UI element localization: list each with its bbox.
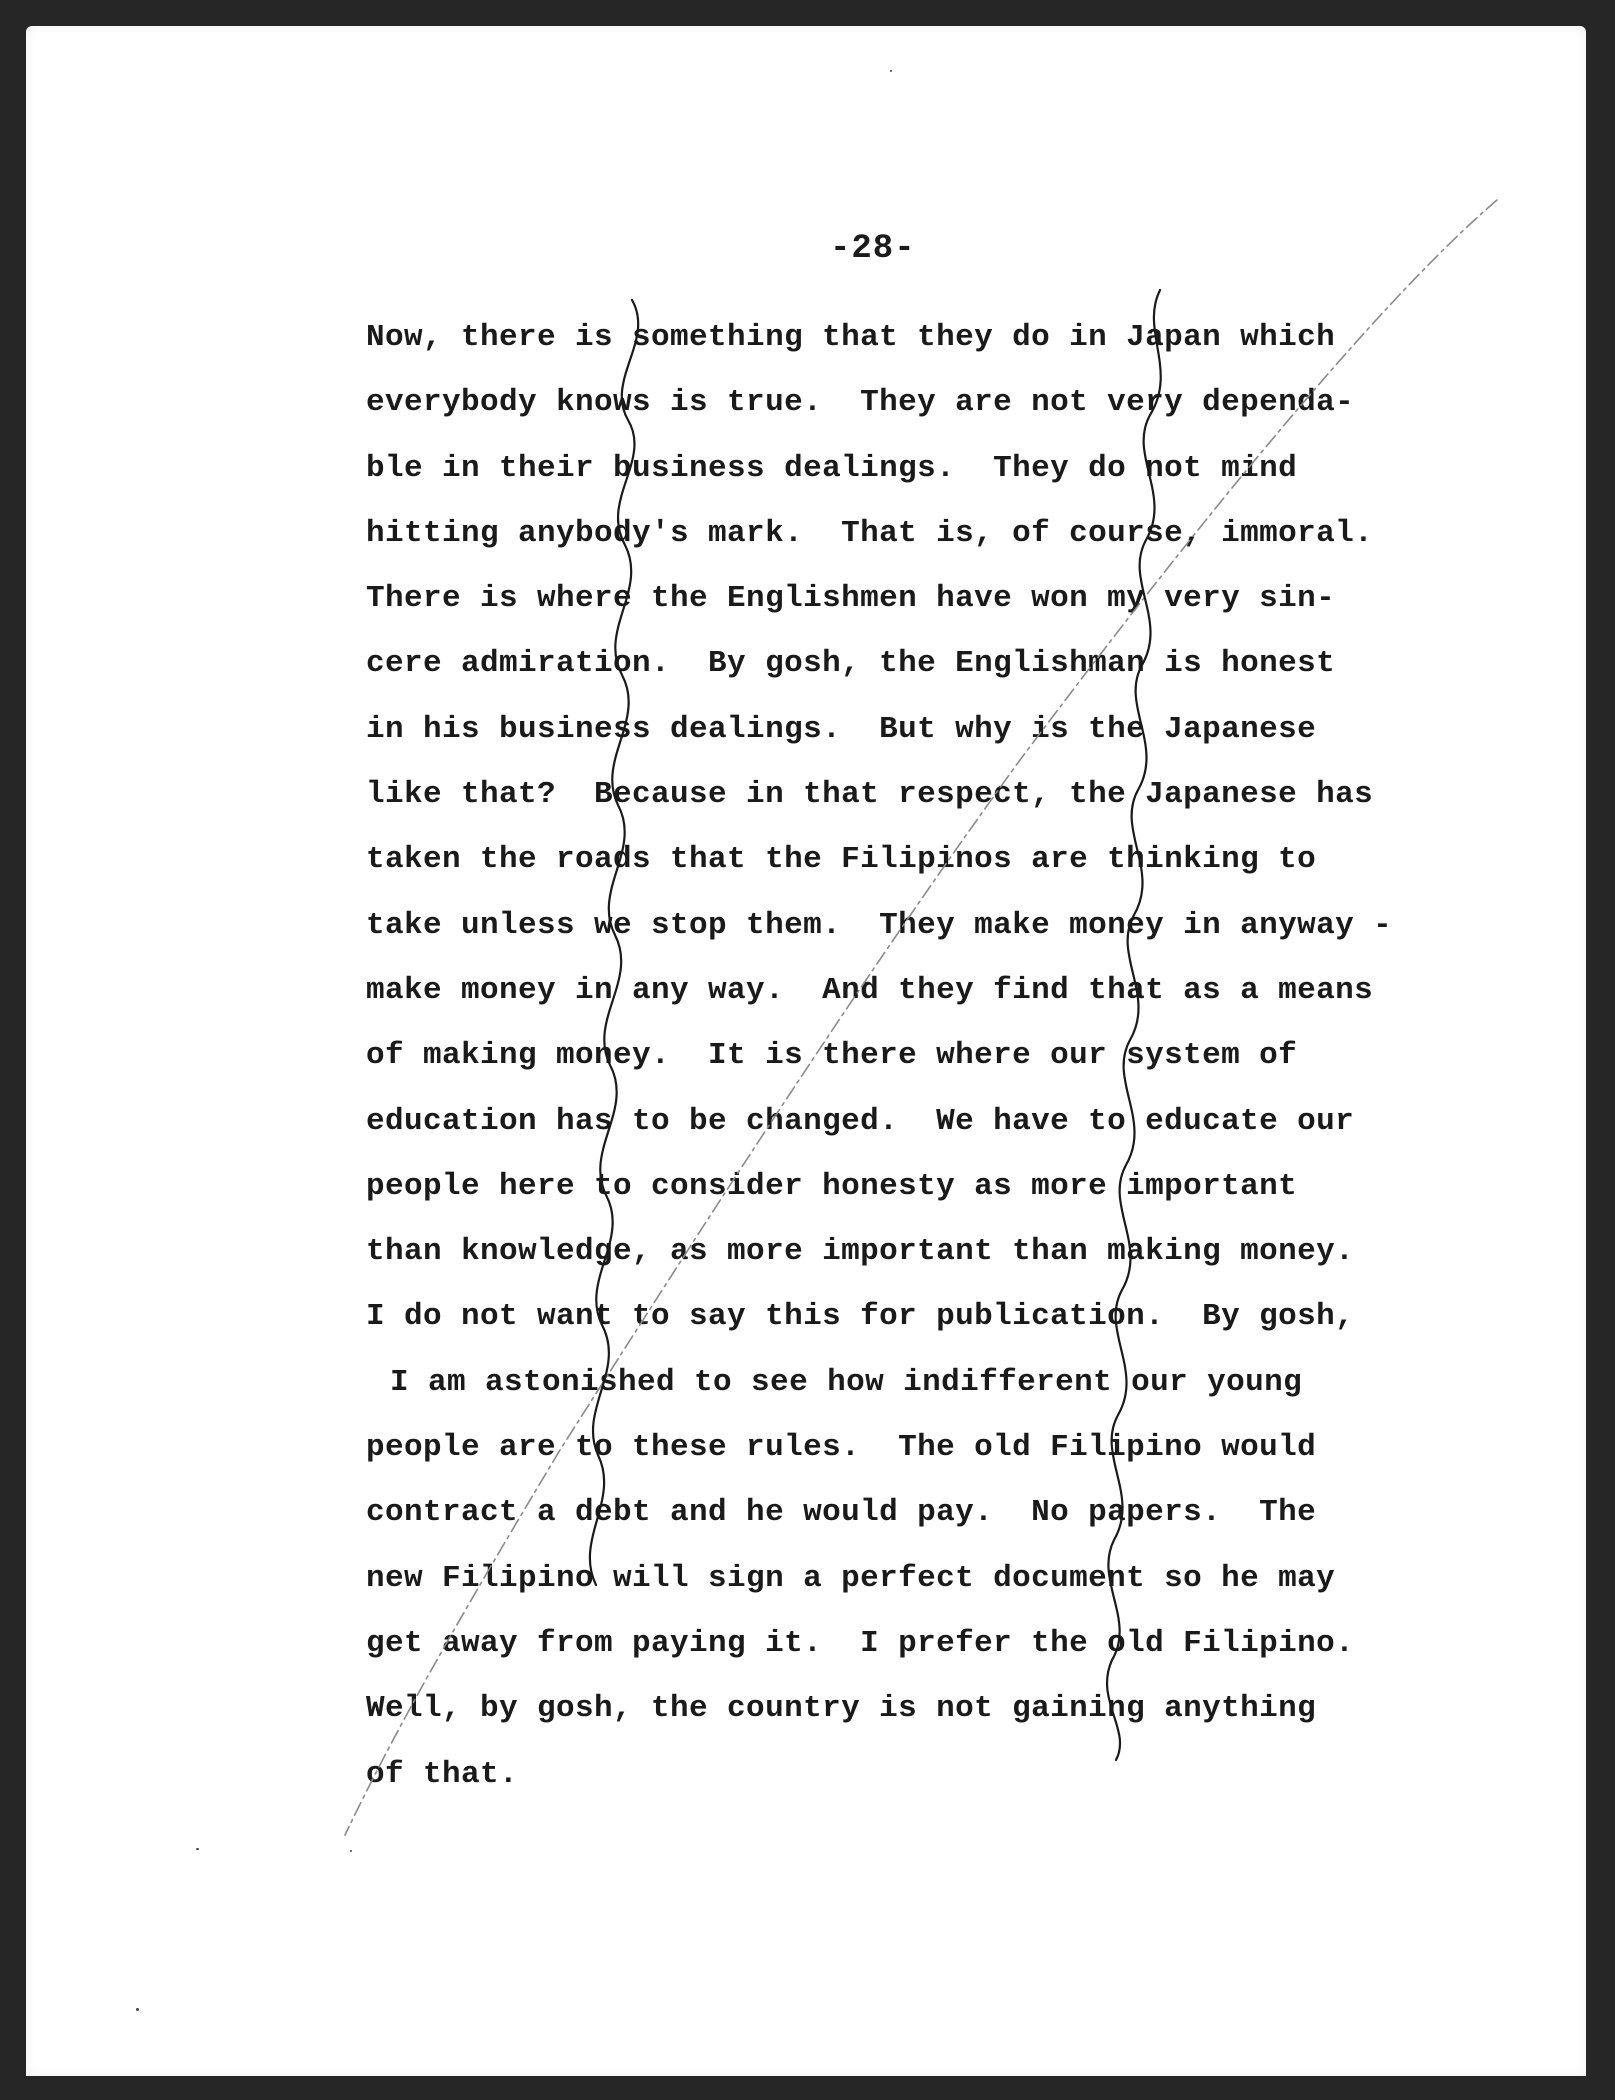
typed-transcript-body [366, 305, 1506, 1807]
dust-speck [890, 70, 892, 72]
text-line: like that? Because in that respect, the Japanese has [366, 777, 1374, 813]
text-line: I am astonished to see how indifferent our young [390, 1364, 1303, 1400]
dust-speck [136, 2008, 139, 2011]
text-line: Now, there is something that they do in Japan which [366, 320, 1336, 355]
text-line: Well, by gosh, the country is not gaining anything [366, 1691, 1317, 1727]
text-line: ble in their business dealings. They do not mind [366, 450, 1298, 486]
text-line: contract a debt and he would pay. No papers. The [366, 1495, 1317, 1531]
text-line: of making money. It is there where our system of [366, 1038, 1298, 1074]
text-line: make money in any way. And they find that as a means [366, 972, 1374, 1008]
text-line: everybody knows is true. They are not very dependa- [366, 385, 1355, 421]
text-line: get away from paying it. I prefer the old Filipino. [366, 1625, 1355, 1661]
text-line: There is where the Englishmen have won my very sin- [366, 581, 1336, 617]
dust-speck [350, 1850, 352, 1852]
text-line: new Filipino will sign a perfect document so he may [366, 1560, 1336, 1596]
text-line: take unless we stop them. They make money in anyway - [366, 907, 1393, 943]
page-number: -28- [830, 230, 916, 268]
text-line: in his business dealings. But why is the Japanese [366, 711, 1317, 747]
text-line: education has to be changed. We have to educate our [366, 1103, 1355, 1139]
text-line: people are to these rules. The old Filipino would [366, 1430, 1317, 1466]
text-line: than knowledge, as more important than making money. [366, 1234, 1355, 1270]
dust-speck [196, 1848, 199, 1850]
text-line: I do not want to say this for publication. By gosh, [366, 1299, 1355, 1335]
text-line: hitting anybody's mark. That is, of course, immoral. [366, 515, 1374, 551]
text-line: people here to consider honesty as more important [366, 1168, 1298, 1204]
text-line: taken the roads that the Filipinos are thinking to [366, 842, 1317, 878]
text-line: cere admiration. By gosh, the Englishman is honest [366, 646, 1336, 682]
text-line: of that. [366, 1756, 519, 1792]
